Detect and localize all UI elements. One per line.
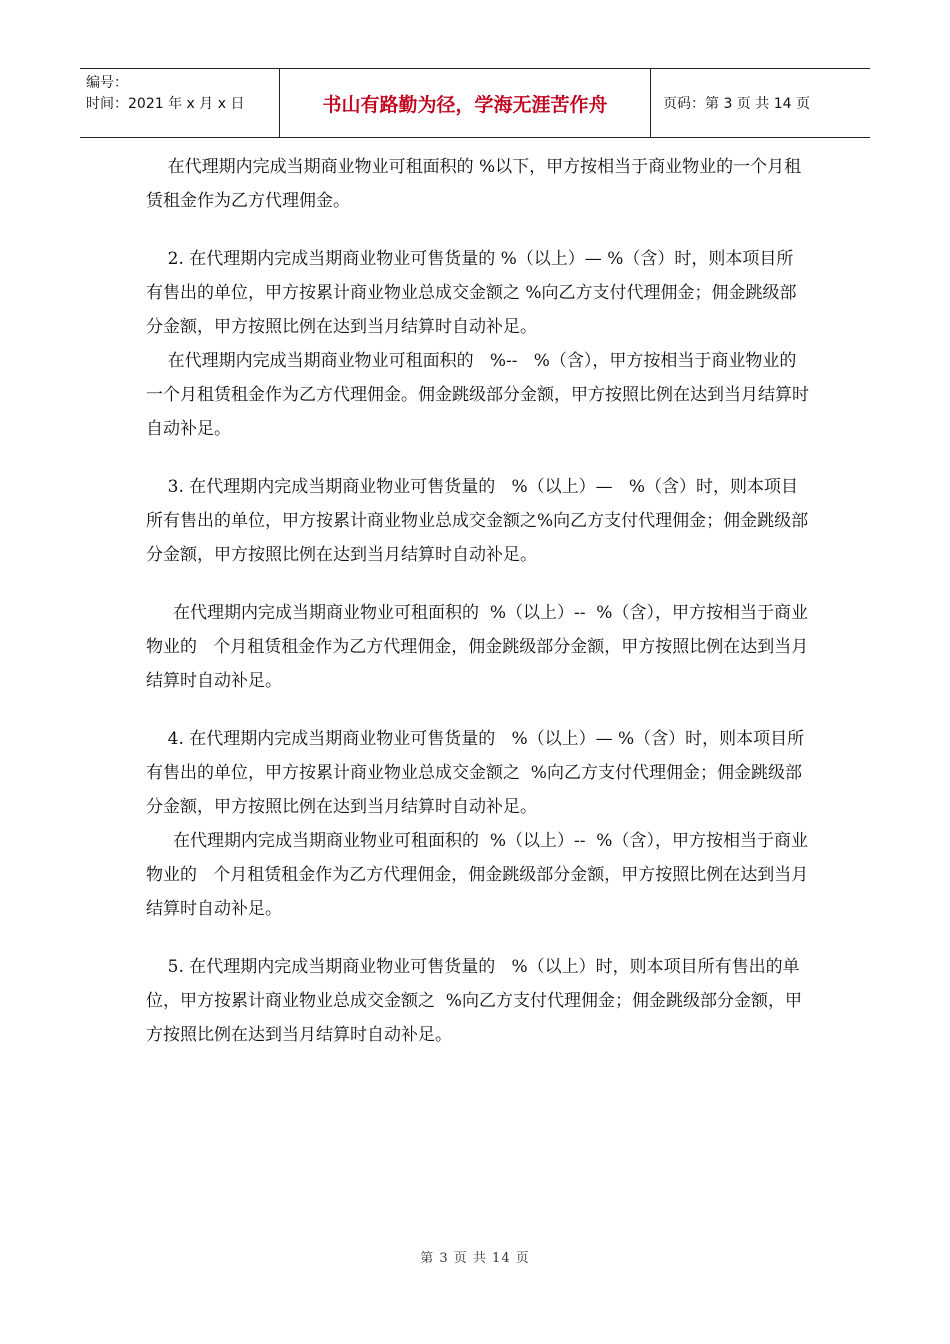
paragraph: 5. 在代理期内完成当期商业物业可售货量的 %（以上）时，则本项目所有售出的单位，甲方按累计商业物业总成交金额之 %向乙方支付代理佣金；佣金跳级部分金额，甲方按照比例在达到当月结算时自动补足。 bbox=[146, 957, 802, 1045]
header-page-info: 页码：第 3 页 共 14 页 bbox=[663, 96, 810, 112]
paragraph: 在代理期内完成当期商业物业可租面积的 %以下，甲方按相当于商业物业的一个月租赁租金作为乙方代理佣金。 bbox=[146, 157, 802, 211]
header-meta bbox=[80, 69, 280, 137]
paragraph: 在代理期内完成当期商业物业可租面积的 %（以上）-- %（含），甲方按相当于商业物业的 个月租赁租金作为乙方代理佣金，佣金跳级部分金额，甲方按照比例在达到当月结算时自动补足。 bbox=[146, 831, 809, 919]
header-motto: 书山有路勤为径，学海无涯苦作舟 bbox=[280, 69, 651, 137]
paragraph: 3. 在代理期内完成当期商业物业可售货量的 %（以上）— %（含）时，则本项目所有售出的单位，甲方按累计商业物业总成交金额之%向乙方支付代理佣金；佣金跳级部分金额，甲方按照比例在达到当月结算时自动补足。 bbox=[146, 477, 809, 565]
number-label: 编号： bbox=[86, 75, 128, 91]
paragraph: 2. 在代理期内完成当期商业物业可售货量的 %（以上）— %（含）时，则本项目所有售出的单位，甲方按累计商业物业总成交金额之 %向乙方支付代理佣金；佣金跳级部分金额，甲方按照比例在达到当月结算时自动补足。 bbox=[146, 249, 797, 337]
page-footer: 第 3 页 共 14 页 bbox=[420, 1251, 530, 1266]
paragraph: 4. 在代理期内完成当期商业物业可售货量的 %（以上）— %（含）时，则本项目所有售出的单位，甲方按累计商业物业总成交金额之 %向乙方支付代理佣金；佣金跳级部分金额，甲方按照比例在达到当月结算时自动补足。 bbox=[146, 729, 805, 817]
time-label: 时间：2021 年 x 月 x 日 bbox=[86, 96, 245, 112]
document-header bbox=[80, 68, 870, 138]
paragraph: 在代理期内完成当期商业物业可租面积的 %（以上）-- %（含），甲方按相当于商业物业的 个月租赁租金作为乙方代理佣金，佣金跳级部分金额，甲方按照比例在达到当月结算时自动补足。 bbox=[146, 603, 809, 691]
document-body bbox=[146, 150, 810, 1052]
paragraph: 在代理期内完成当期商业物业可租面积的 %-- %（含），甲方按相当于商业物业的一个月租赁租金作为乙方代理佣金。佣金跳级部分金额，甲方按照比例在达到当月结算时自动补足。 bbox=[146, 351, 809, 439]
